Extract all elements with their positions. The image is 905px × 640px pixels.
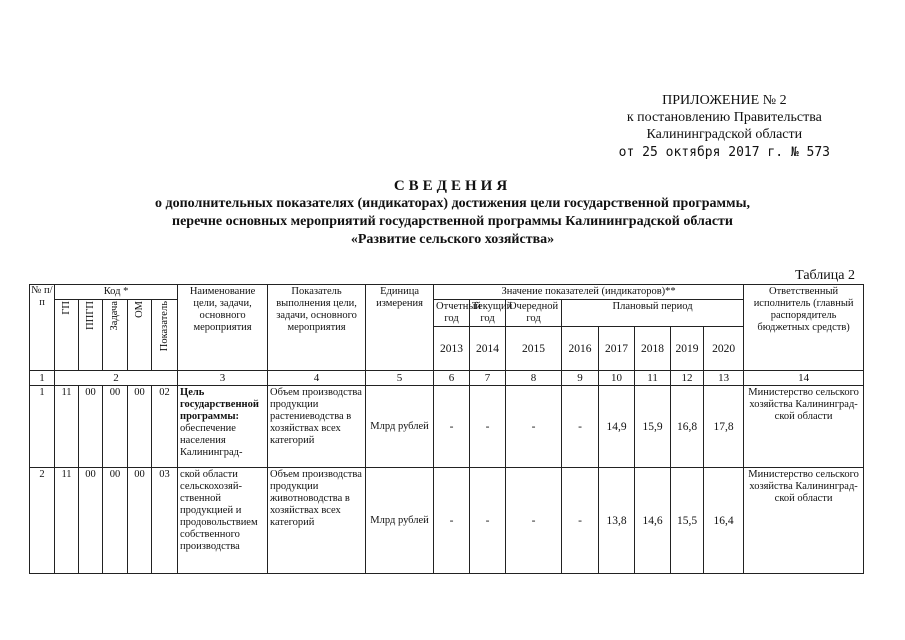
header-year-2019: 2019	[671, 327, 704, 371]
value-2020: 16,4	[704, 468, 744, 574]
header-code-om	[128, 300, 152, 371]
title-main: СВЕДЕНИЯ	[393, 178, 512, 194]
value-2016: -	[562, 468, 599, 574]
indicator-name: Объем производства продукции растениеводства в хозяйствах всех категорий	[268, 386, 366, 468]
table-row	[30, 386, 864, 468]
title-line-1: о дополнительных показателях (индикаторах) достижения цели государственной программы,	[155, 196, 750, 211]
col-number: 3	[178, 371, 268, 386]
header-code: Код *	[55, 285, 178, 300]
header-code-task-label: Задача	[109, 301, 120, 331]
header-code-gp-label: ГП	[60, 301, 72, 315]
header-reporting-year: Отчетный год	[434, 300, 470, 327]
row-num: 2	[30, 468, 55, 574]
goal-text: ской области сельскохозяй-ственной продукцией и продовольствием собственного производства	[180, 469, 258, 552]
appendix-region: Калининградской области	[646, 127, 803, 142]
title-line-2: перечне основных мероприятий государственной программы Калининградской области	[172, 214, 733, 229]
header-code-task	[103, 300, 128, 371]
code-ppgp: 00	[79, 386, 103, 468]
value-2019: 16,8	[671, 386, 704, 468]
header-year-2015: 2015	[506, 327, 562, 371]
header-code-gp	[55, 300, 79, 371]
indicators-table	[29, 284, 864, 574]
unit: Млрд рублей	[366, 468, 434, 574]
header-values: Значение показателей (индикаторов)**	[434, 285, 744, 300]
appendix-number: ПРИЛОЖЕНИЕ № 2	[662, 93, 787, 108]
col-number: 2	[55, 371, 178, 386]
header-code-om-label: ОМ	[133, 301, 145, 318]
header-responsible: Ответственный исполнитель (главный распорядитель бюджетных средств)	[744, 285, 864, 371]
responsible: Министерство сельского хозяйства Калининград-ской области	[744, 468, 864, 574]
code-task: 00	[103, 386, 128, 468]
value-2018: 15,9	[635, 386, 671, 468]
header-num: № п/п	[30, 285, 55, 371]
header-code-indicator-label: Показатель	[158, 301, 170, 352]
value-2015: -	[506, 468, 562, 574]
value-2020: 17,8	[704, 386, 744, 468]
col-number: 11	[635, 371, 671, 386]
value-2016: -	[562, 386, 599, 468]
goal-title: Цель государственной программы:	[180, 387, 259, 422]
col-number: 10	[599, 371, 635, 386]
document-title	[90, 177, 815, 249]
code-gp: 11	[55, 468, 79, 574]
header-indicator: Показатель выполнения цели, задачи, основного мероприятия	[268, 285, 366, 371]
header-code-ppgp	[79, 300, 103, 371]
col-number: 6	[434, 371, 470, 386]
header-plan-period: Плановый период	[562, 300, 744, 327]
header-year-2020: 2020	[704, 327, 744, 371]
header-current-year: Текущий год	[470, 300, 506, 327]
code-indicator: 03	[152, 468, 178, 574]
value-2014: -	[470, 386, 506, 468]
col-number: 4	[268, 371, 366, 386]
code-ppgp: 00	[79, 468, 103, 574]
header-year-2018: 2018	[635, 327, 671, 371]
code-gp: 11	[55, 386, 79, 468]
header-unit: Единица измерения	[366, 285, 434, 371]
appendix-header	[619, 92, 830, 161]
goal-name	[178, 468, 268, 574]
title-line-3: «Развитие сельского хозяйства»	[350, 232, 555, 247]
col-number: 7	[470, 371, 506, 386]
code-om: 00	[128, 386, 152, 468]
value-2017: 13,8	[599, 468, 635, 574]
col-number: 8	[506, 371, 562, 386]
value-2018: 14,6	[635, 468, 671, 574]
header-name: Наименование цели, задачи, основного мероприятия	[178, 285, 268, 371]
goal-text: обеспечение населения Калининград-	[180, 423, 243, 458]
goal-name	[178, 386, 268, 468]
col-number: 1	[30, 371, 55, 386]
value-2013: -	[434, 386, 470, 468]
col-number: 12	[671, 371, 704, 386]
col-number: 14	[744, 371, 864, 386]
code-om: 00	[128, 468, 152, 574]
header-code-indicator	[152, 300, 178, 371]
value-2015: -	[506, 386, 562, 468]
header-year-2017: 2017	[599, 327, 635, 371]
unit: Млрд рублей	[366, 386, 434, 468]
header-year-2016: 2016	[562, 327, 599, 371]
header-year-2013: 2013	[434, 327, 470, 371]
value-2013: -	[434, 468, 470, 574]
col-number: 5	[366, 371, 434, 386]
table-label: Таблица 2	[795, 268, 855, 283]
value-2019: 15,5	[671, 468, 704, 574]
header-year-2014: 2014	[470, 327, 506, 371]
col-number: 9	[562, 371, 599, 386]
code-indicator: 02	[152, 386, 178, 468]
indicator-name: Объем производства продукции животноводства в хозяйствах всех категорий	[268, 468, 366, 574]
row-num: 1	[30, 386, 55, 468]
code-task: 00	[103, 468, 128, 574]
col-number: 13	[704, 371, 744, 386]
appendix-resolution: к постановлению Правительства	[626, 110, 822, 125]
header-next-year: Очередной год	[506, 300, 562, 327]
header-code-ppgp-label: ППГП	[84, 301, 96, 330]
table-row	[30, 468, 864, 574]
value-2014: -	[470, 468, 506, 574]
appendix-date: от 25 октября 2017 г. № 573	[618, 145, 830, 160]
value-2017: 14,9	[599, 386, 635, 468]
responsible: Министерство сельского хозяйства Калининград-ской области	[744, 386, 864, 468]
